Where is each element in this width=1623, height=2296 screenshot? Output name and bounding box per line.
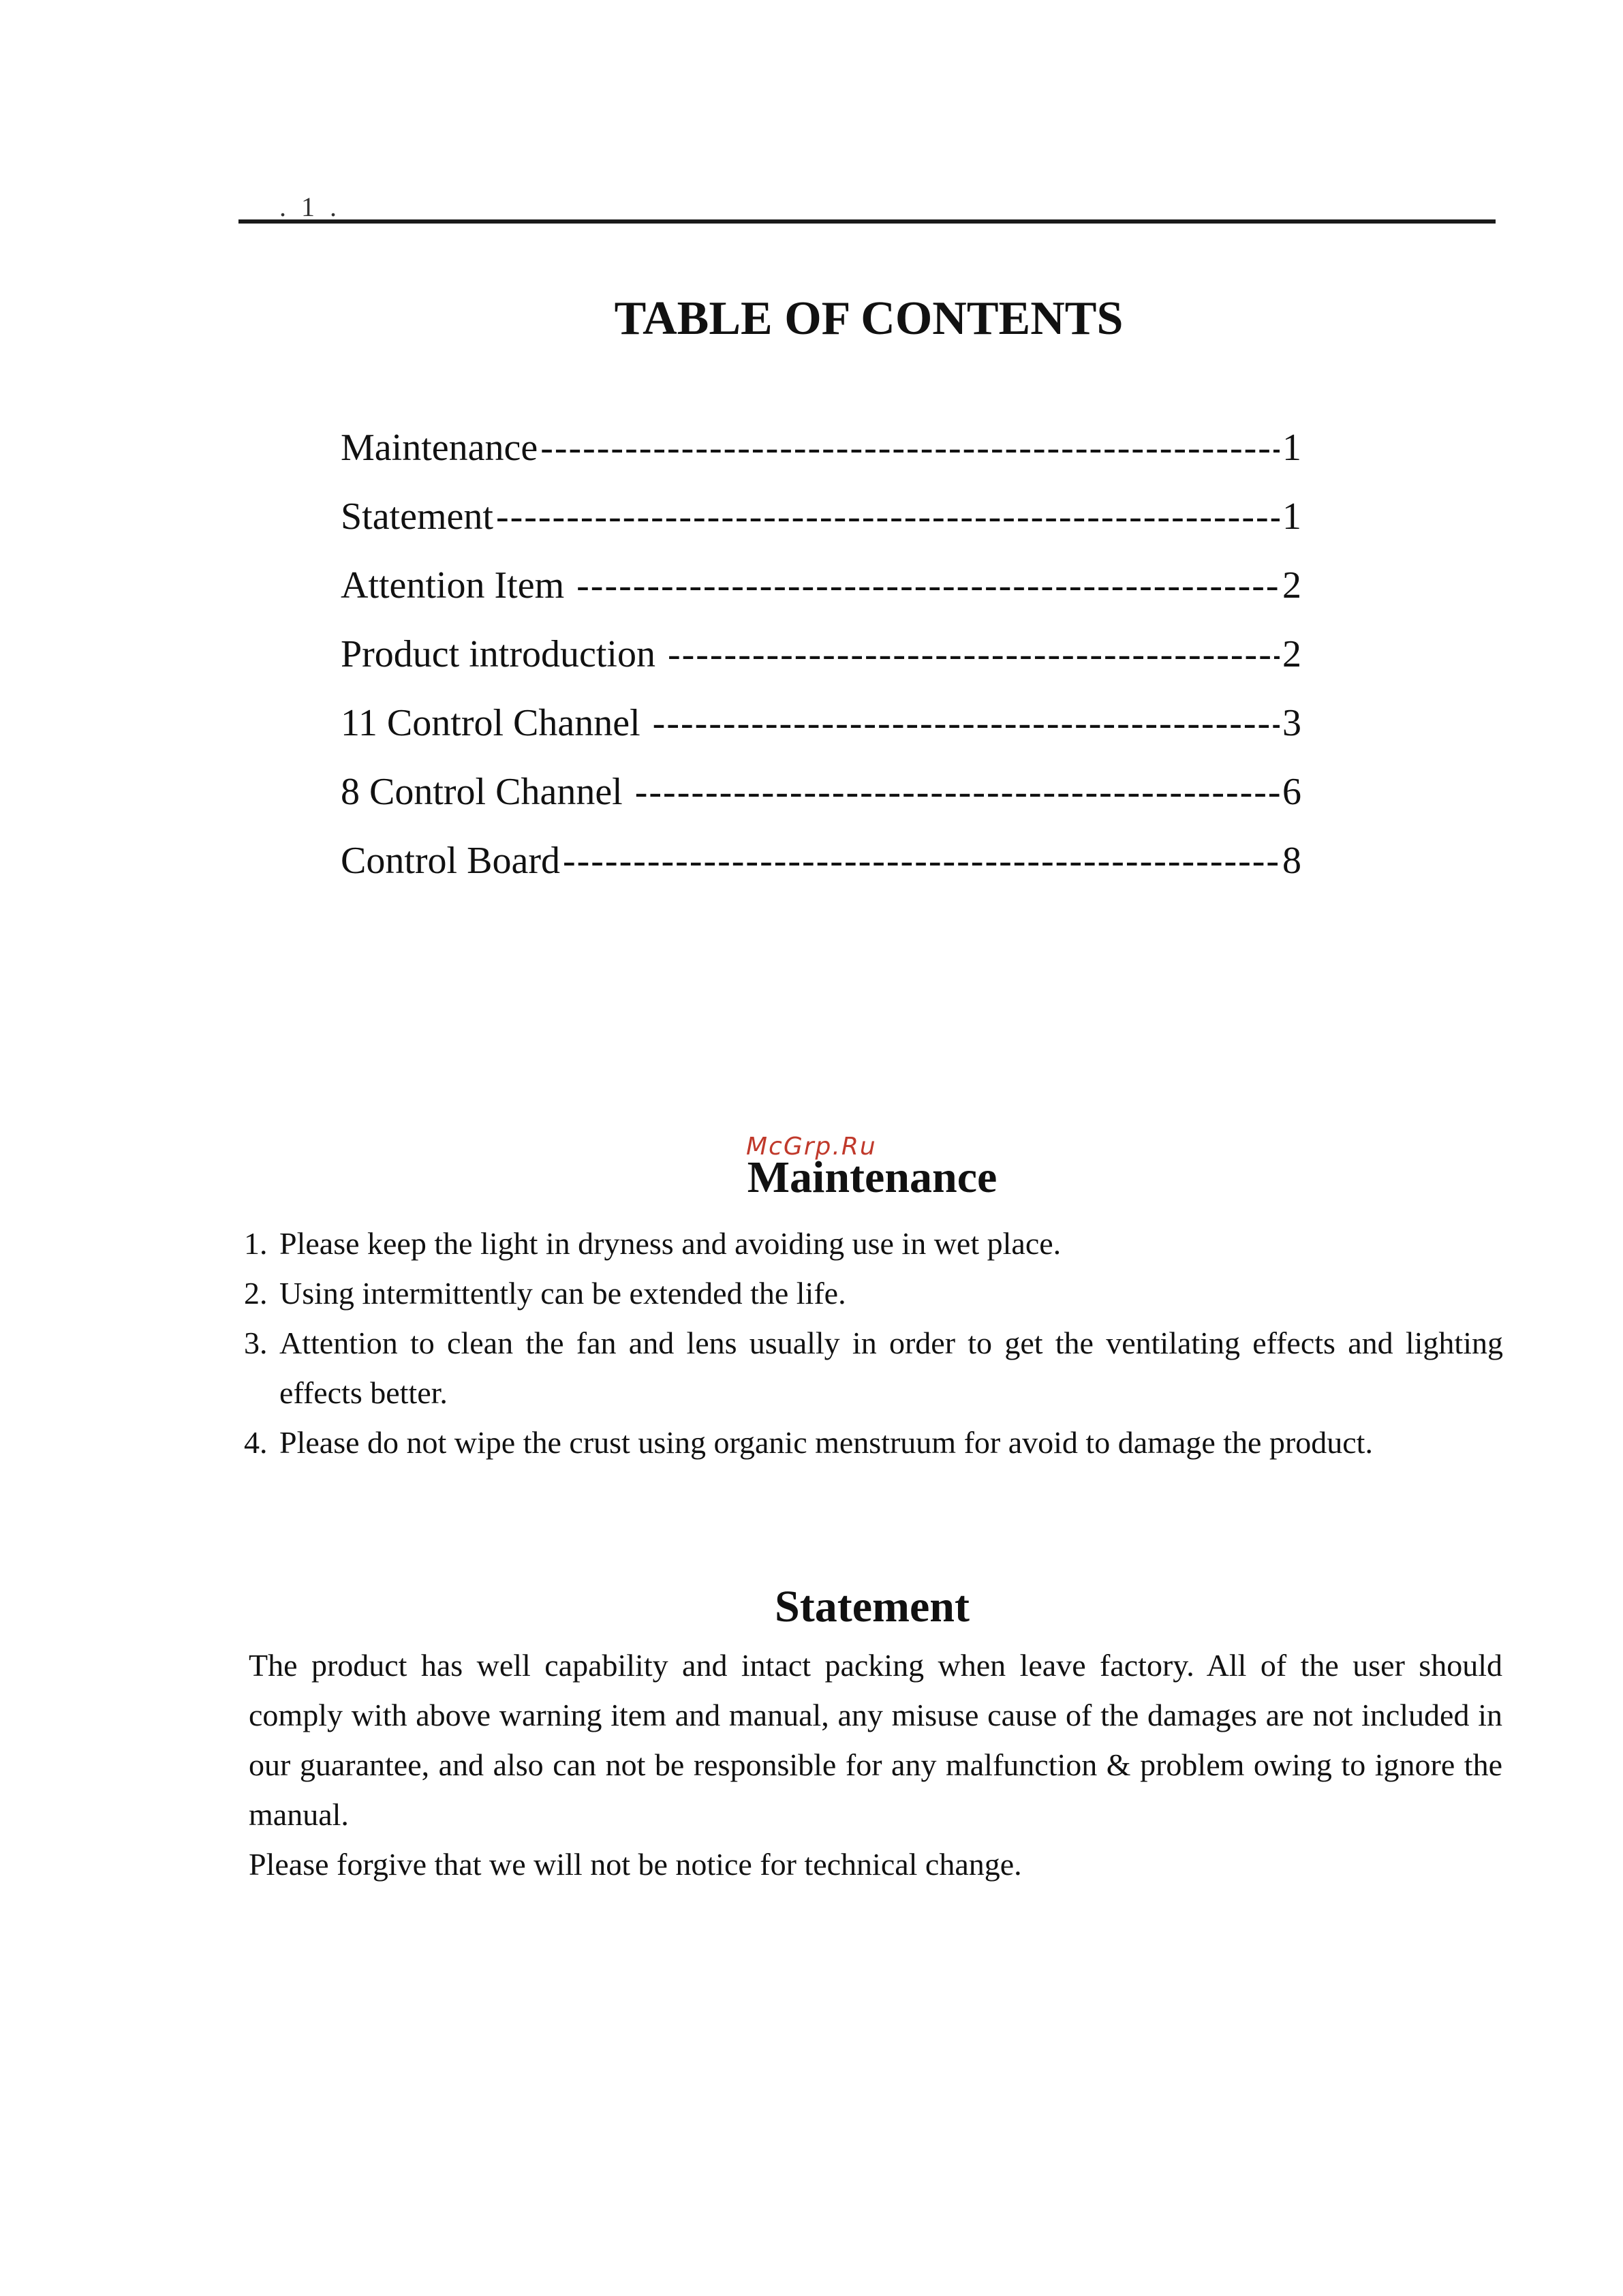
statement-body xyxy=(249,1640,1502,1889)
toc-entry-control-board[interactable] xyxy=(341,839,1301,908)
toc-entry-page: 8 xyxy=(1282,840,1301,882)
toc-entry-page: 3 xyxy=(1282,702,1301,744)
toc-leader xyxy=(635,770,1280,814)
item-number: 2. xyxy=(244,1276,268,1311)
toc-list xyxy=(341,426,1301,908)
toc-entry-page: 1 xyxy=(1282,427,1301,469)
toc-entry-attention-item[interactable] xyxy=(341,564,1301,632)
toc-entry-label: 8 Control Channel xyxy=(341,771,632,813)
toc-entry-8-control-channel[interactable] xyxy=(341,770,1301,839)
list-item xyxy=(244,1219,1503,1268)
toc-entry-11-control-channel[interactable] xyxy=(341,701,1301,770)
toc-leader xyxy=(653,701,1280,745)
item-text: Please keep the light in dryness and avoiding use in wet place. xyxy=(279,1226,1062,1261)
toc-entry-label: Statement xyxy=(341,495,493,538)
item-number: 3. xyxy=(244,1326,268,1360)
toc-leader xyxy=(563,839,1280,883)
toc-entry-label: Control Board xyxy=(341,840,560,882)
toc-entry-label: Product introduction xyxy=(341,633,665,675)
maintenance-list xyxy=(244,1219,1503,1467)
toc-entry-statement[interactable] xyxy=(341,495,1301,564)
toc-entry-label: 11 Control Channel xyxy=(341,702,650,744)
statement-paragraph: The product has well capability and intact packing when leave factory. All of the user should comply with above warning item and manual, any misuse cause of the damages are not included in our guarantee, and also can not be responsible for any malfunction & problem owing to ignore the manual. xyxy=(249,1648,1502,1832)
maintenance-title: Maintenance xyxy=(747,1152,998,1202)
toc-entry-page: 2 xyxy=(1282,564,1301,607)
toc-entry-label: Maintenance xyxy=(341,427,538,469)
toc-entry-product-introduction[interactable] xyxy=(341,632,1301,701)
toc-entry-label: Attention Item xyxy=(341,564,574,607)
item-text: Using intermittently can be extended the life. xyxy=(279,1276,846,1311)
toc-title: TABLE OF CONTENTS xyxy=(614,292,1124,345)
list-item xyxy=(244,1268,1503,1318)
toc-entry-page: 2 xyxy=(1282,633,1301,675)
list-item xyxy=(244,1318,1503,1418)
statement-title: Statement xyxy=(775,1582,970,1632)
page-number: . 1 . xyxy=(279,192,341,222)
list-item xyxy=(244,1418,1503,1467)
statement-paragraph: Please forgive that we will not be notice for technical change. xyxy=(249,1847,1022,1882)
toc-leader xyxy=(496,495,1280,538)
header-rule xyxy=(238,219,1496,224)
item-number: 4. xyxy=(244,1425,268,1460)
item-text: Attention to clean the fan and lens usually in order to get the ventilating effects and lighting effects better. xyxy=(279,1326,1503,1410)
item-text: Please do not wipe the crust using organic menstruum for avoid to damage the product. xyxy=(279,1425,1373,1460)
toc-leader xyxy=(668,632,1280,676)
watermark: McGrp.Ru xyxy=(746,1133,877,1161)
toc-entry-page: 6 xyxy=(1282,771,1301,813)
toc-entry-maintenance[interactable] xyxy=(341,426,1301,495)
item-number: 1. xyxy=(244,1226,268,1261)
toc-leader xyxy=(540,426,1280,470)
toc-leader xyxy=(576,564,1280,607)
toc-entry-page: 1 xyxy=(1282,495,1301,538)
